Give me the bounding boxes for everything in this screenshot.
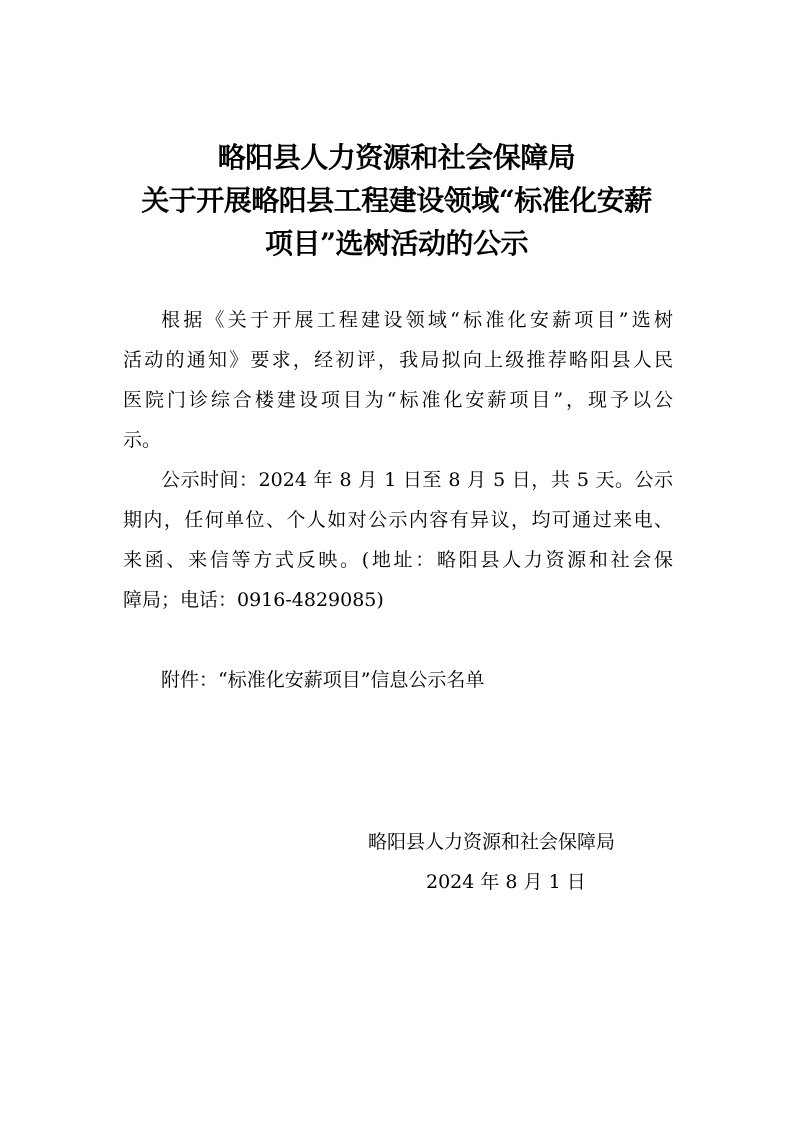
paragraph-2-line-3: 来函、来信等方式反映。(地址：略阳县人力资源和社会保 [123,549,673,571]
paragraph-1-line-4: 示。 [123,429,162,451]
signature-date: 2024 年 8 月 1 日 [426,871,586,893]
paragraph-1-line-1: 根据《关于开展工程建设领域“标准化安薪项目”选树 [161,309,673,331]
document-title-line-3: 项目”选树活动的公示 [264,227,529,260]
paragraph-1-line-3: 医院门诊综合楼建设项目为“标准化安薪项目”，现予以公 [123,389,673,411]
attachment-line: 附件：“标准化安薪项目”信息公示名单 [161,669,485,691]
paragraph-1-line-2: 活动的通知》要求，经初评，我局拟向上级推荐略阳县人民 [123,349,673,371]
document-title-line-2: 关于开展略阳县工程建设领域“标准化安薪 [141,184,652,217]
document-title-line-1: 略阳县人力资源和社会保障局 [217,141,576,174]
paragraph-2-line-4: 障局；电话：0916-4829085) [123,589,384,611]
paragraph-2-line-1: 公示时间：2024 年 8 月 1 日至 8 月 5 日，共 5 天。公示 [161,469,673,491]
signature-organization: 略阳县人力资源和社会保障局 [368,831,616,853]
paragraph-2-line-2: 期内，任何单位、个人如对公示内容有异议，均可通过来电、 [123,509,673,531]
